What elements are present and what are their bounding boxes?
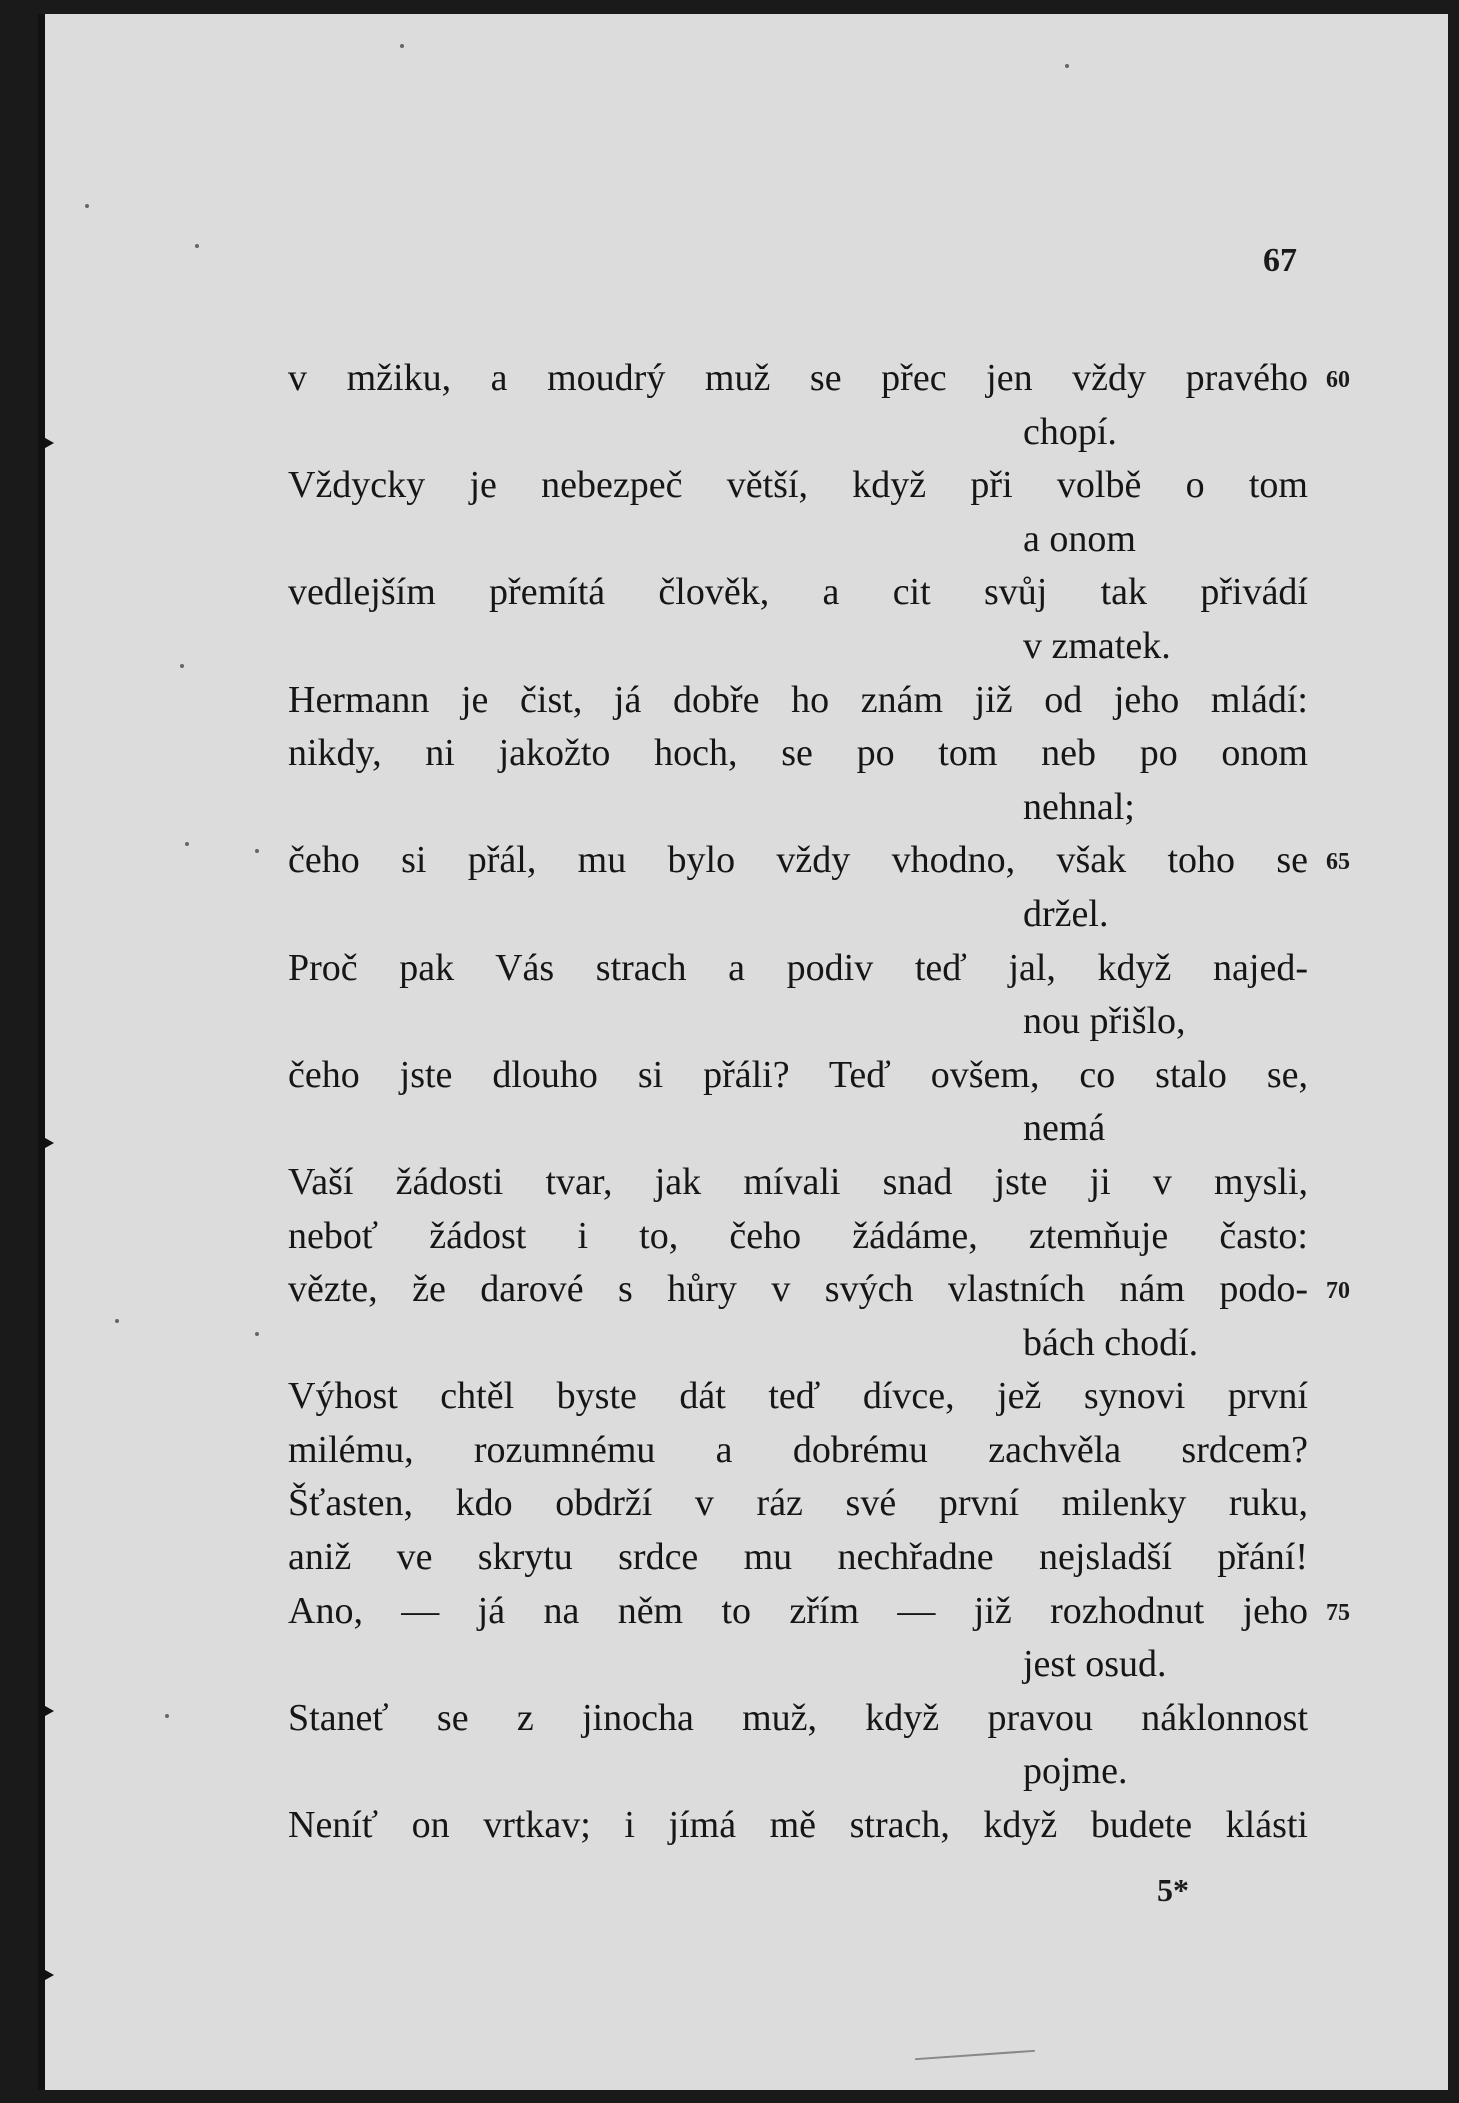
text-line xyxy=(288,352,1350,406)
text-line xyxy=(288,1156,1308,1210)
line-number: 75 xyxy=(1326,1599,1350,1626)
paper-speck xyxy=(255,1332,259,1336)
text-line xyxy=(288,620,1308,674)
line-text: chopí. xyxy=(1023,410,1117,453)
line-text: nehnal; xyxy=(1023,785,1135,828)
line-text: vězte, že darové s hůry v svých vlastních nám podo- xyxy=(288,1268,1308,1311)
text-line xyxy=(288,727,1308,781)
paper-speck xyxy=(400,44,404,48)
sheet-signature: 5* xyxy=(1157,1872,1189,1908)
page-number: 67 xyxy=(1263,242,1297,279)
text-line xyxy=(288,1638,1308,1692)
line-text: Hermann je čist, já dobře ho znám již od jeho mládí: xyxy=(288,678,1308,721)
paper-speck xyxy=(255,849,259,853)
line-text: nikdy, ni jakožto hoch, se po tom neb po onom xyxy=(288,732,1308,775)
line-text: Neníť on vrtkav; i jímá mě strach, když budete klásti xyxy=(288,1804,1308,1847)
text-line xyxy=(288,1477,1308,1531)
text-line xyxy=(288,1799,1308,1853)
text-line xyxy=(288,1585,1350,1639)
pencil-mark xyxy=(915,2050,1035,2060)
text-line xyxy=(288,1745,1308,1799)
text-line xyxy=(288,1424,1308,1478)
text-line xyxy=(288,1102,1308,1156)
line-text: nemá xyxy=(1023,1107,1106,1150)
text-line xyxy=(288,513,1308,567)
line-text: čeho jste dlouho si přáli? Teď ovšem, co stalo se, xyxy=(288,1053,1308,1096)
paper-speck xyxy=(1065,64,1069,68)
line-text: Proč pak Vás strach a podiv teď jal, když najed- xyxy=(288,946,1308,989)
line-text: Staneť se z jinocha muž, když pravou náklonnost xyxy=(288,1696,1308,1739)
text-line xyxy=(288,459,1308,513)
line-number: 65 xyxy=(1326,849,1350,876)
text-line xyxy=(288,834,1350,888)
line-text: Šťasten, kdo obdrží v ráz své první milenky ruku, xyxy=(288,1482,1308,1525)
binding-mark xyxy=(38,1702,54,1720)
text-line xyxy=(288,1263,1350,1317)
binding-mark xyxy=(38,1966,54,1984)
text-line xyxy=(288,1210,1308,1264)
line-text: nou přišlo, xyxy=(1023,1000,1186,1043)
line-text: milému, rozumnému a dobrému zachvěla srdcem? xyxy=(288,1428,1308,1471)
binding-mark xyxy=(38,1134,54,1152)
paper-speck xyxy=(85,204,89,208)
line-text: v zmatek. xyxy=(1023,624,1171,667)
text-line xyxy=(288,995,1308,1049)
binding-mark xyxy=(38,434,54,452)
text-line xyxy=(288,888,1308,942)
line-text: neboť žádost i to, čeho žádáme, ztemňuje často: xyxy=(288,1214,1308,1257)
paper-speck xyxy=(180,664,184,668)
text-line xyxy=(288,1049,1308,1103)
line-text: Ano, — já na něm to zřím — již rozhodnut jeho xyxy=(288,1589,1308,1632)
text-line xyxy=(288,1317,1308,1371)
line-text: Výhost chtěl byste dát teď dívce, jež synovi první xyxy=(288,1375,1308,1418)
line-text: Vždycky je nebezpeč větší, když při volbě o tom xyxy=(288,464,1308,507)
text-line xyxy=(288,942,1308,996)
paper-speck xyxy=(165,1714,169,1718)
text-line xyxy=(288,781,1308,835)
paper-speck xyxy=(115,1319,119,1323)
line-text: bách chodí. xyxy=(1023,1321,1199,1364)
book-page xyxy=(38,14,1448,2090)
line-text: držel. xyxy=(1023,892,1109,935)
line-text: Vaší žádosti tvar, jak mívali snad jste ji v mysli, xyxy=(288,1160,1308,1203)
line-text: pojme. xyxy=(1023,1750,1128,1793)
text-line xyxy=(288,406,1308,460)
paper-speck xyxy=(185,842,189,846)
text-line xyxy=(288,566,1308,620)
paper-speck xyxy=(195,244,199,248)
line-text: aniž ve skrytu srdce mu nechřadne nejsladší přání! xyxy=(288,1536,1308,1579)
text-line xyxy=(288,674,1308,728)
line-text: a onom xyxy=(1023,517,1136,560)
line-number: 70 xyxy=(1326,1278,1350,1305)
line-text: vedlejším přemítá člověk, a cit svůj tak přivádí xyxy=(288,571,1308,614)
poem-text xyxy=(288,352,1350,1853)
line-text: v mžiku, a moudrý muž se přec jen vždy pravého xyxy=(288,357,1308,399)
line-text: jest osud. xyxy=(1023,1643,1167,1686)
text-line xyxy=(288,1370,1308,1424)
line-number: 60 xyxy=(1326,367,1350,393)
text-line xyxy=(288,1692,1308,1746)
text-line xyxy=(288,1531,1308,1585)
line-text: čeho si přál, mu bylo vždy vhodno, však toho se xyxy=(288,839,1308,882)
